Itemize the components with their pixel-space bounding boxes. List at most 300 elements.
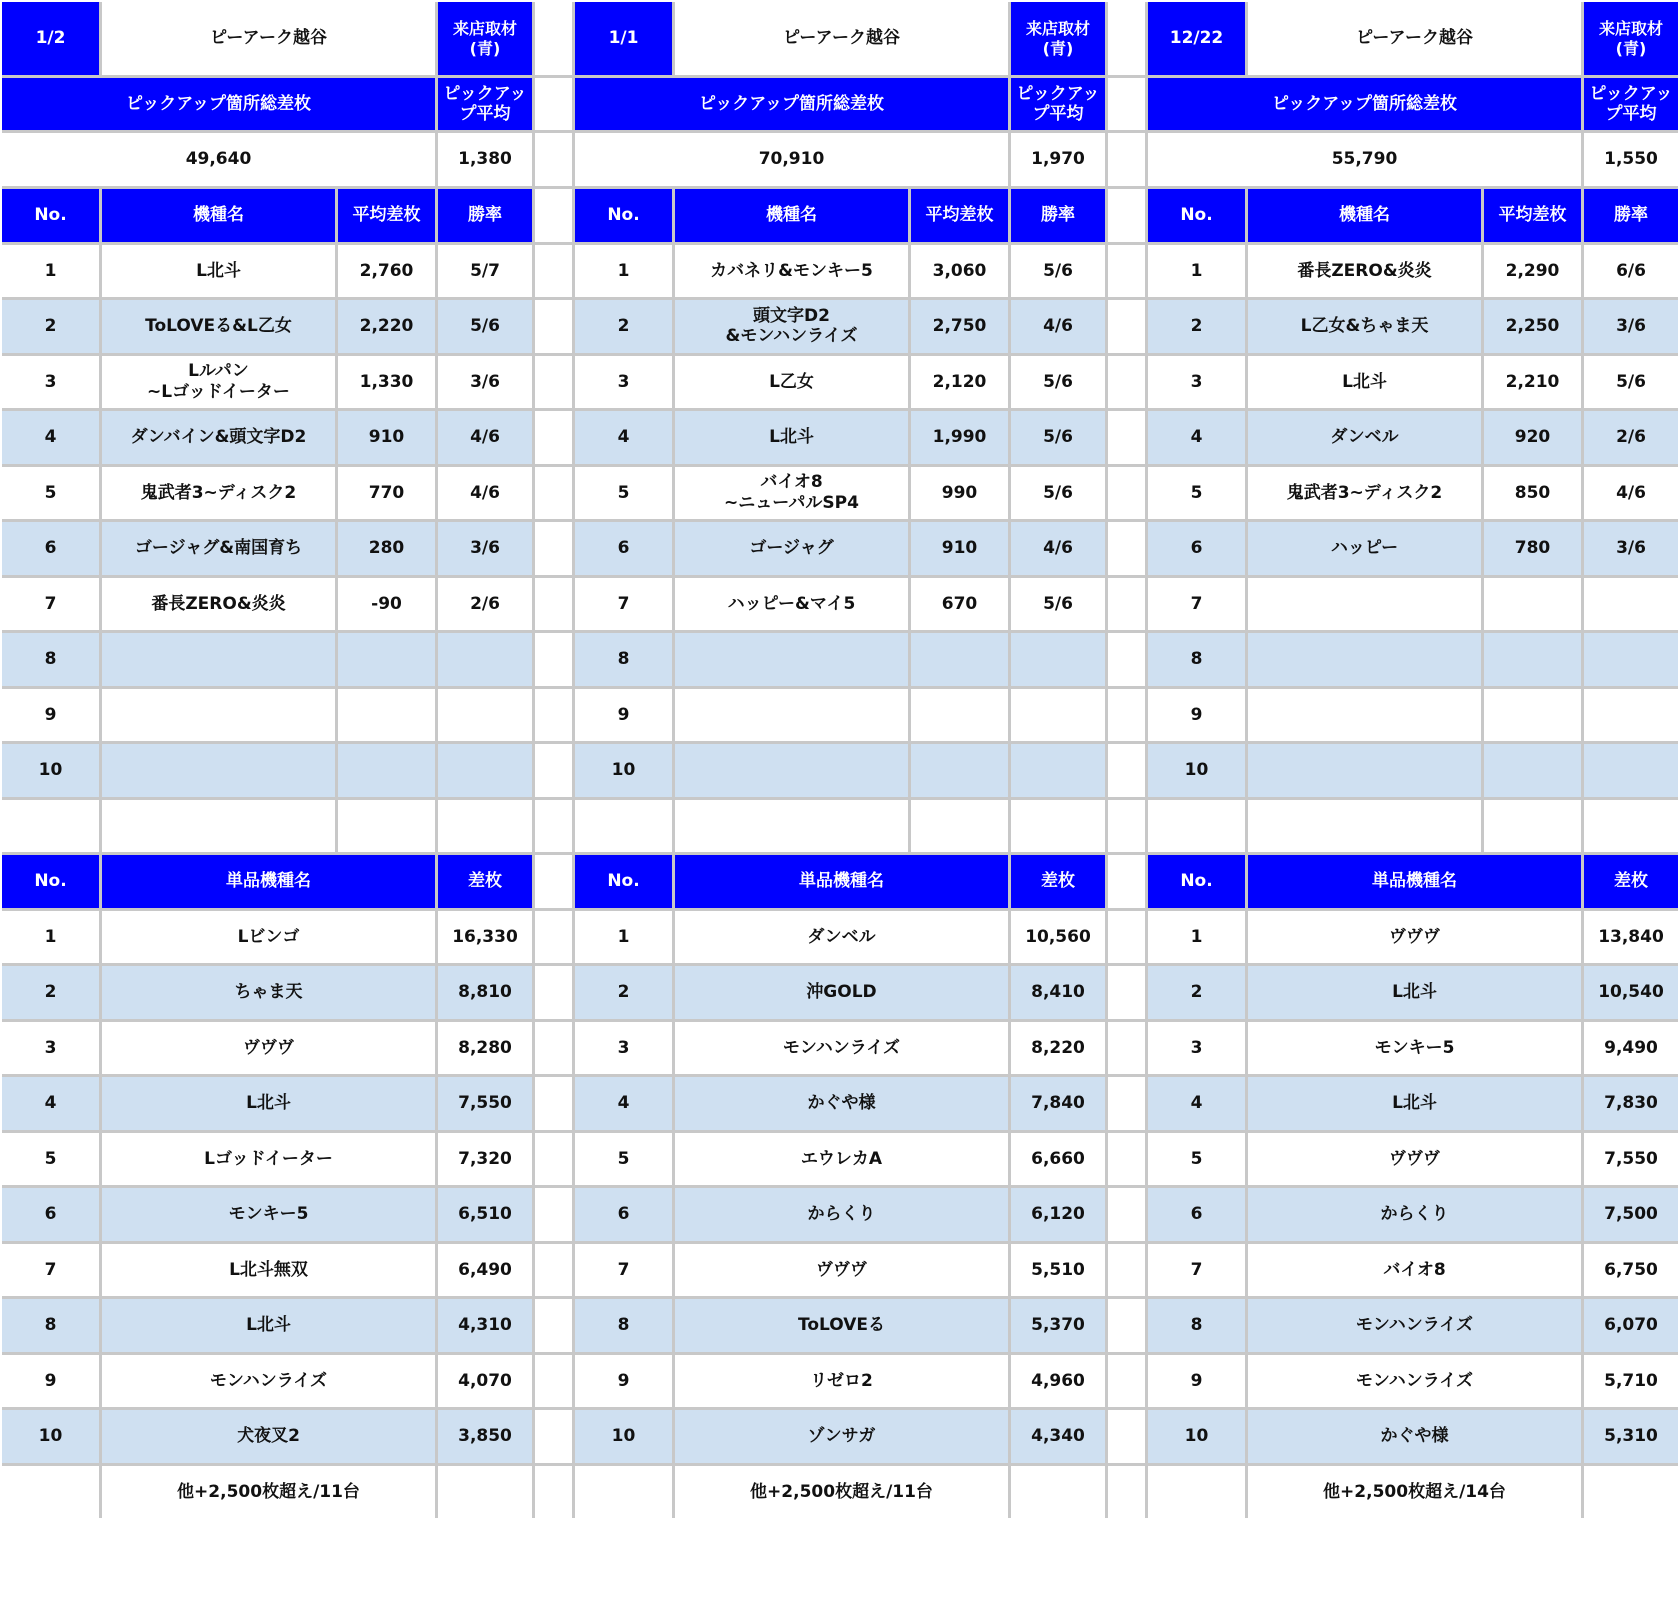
spacer (535, 800, 572, 853)
single-row-no: 1 (575, 911, 672, 964)
spacer (1108, 1188, 1145, 1241)
pick-row-win: 3/6 (1584, 300, 1678, 353)
single-row-diff: 5,710 (1584, 1355, 1678, 1408)
single-row-name: エウレカA (675, 1133, 1008, 1186)
pick-row-no: 9 (2, 689, 99, 742)
pick-win-header: 勝率 (1011, 189, 1105, 242)
single-row-no: 5 (575, 1133, 672, 1186)
pick-row-no: 4 (575, 411, 672, 464)
single-row-diff: 4,310 (438, 1299, 532, 1352)
single-row-no: 3 (2, 1022, 99, 1075)
spacer (1108, 2, 1145, 75)
pick-row-win (1584, 633, 1678, 686)
pick-row-name (675, 689, 908, 742)
single-row-diff: 5,370 (1011, 1299, 1105, 1352)
avg-header: ピックアップ平均 (438, 78, 532, 130)
single-row-no: 4 (2, 1077, 99, 1130)
pick-row-win: 3/6 (438, 522, 532, 575)
pick-row-avg: 1,330 (338, 356, 435, 409)
total-diff-value: 49,640 (2, 133, 435, 186)
pick-row-avg: 3,060 (911, 245, 1008, 298)
pick-row-avg: 850 (1484, 467, 1581, 520)
pick-row-avg: 780 (1484, 522, 1581, 575)
pick-row-no: 7 (2, 578, 99, 631)
pick-row-win (1011, 633, 1105, 686)
pick-name-header: 機種名 (675, 189, 908, 242)
avg-header: ピックアップ平均 (1011, 78, 1105, 130)
spacer (1108, 1299, 1145, 1352)
single-row-no: 2 (575, 966, 672, 1019)
total-diff-header: ピックアップ箇所総差枚 (2, 78, 435, 130)
single-name-header: 単品機種名 (1248, 855, 1581, 908)
pick-row-no: 10 (1148, 744, 1245, 797)
single-row-no: 5 (1148, 1133, 1245, 1186)
date-header: 12/22 (1148, 2, 1245, 75)
pick-row-name (1248, 633, 1481, 686)
pick-row-no: 4 (2, 411, 99, 464)
spacer (1108, 744, 1145, 797)
single-row-name: バイオ8 (1248, 1244, 1581, 1297)
single-row-name: ゾンサガ (675, 1410, 1008, 1463)
pick-row-win (1011, 689, 1105, 742)
pick-no-header: No. (1148, 189, 1245, 242)
single-row-diff: 7,840 (1011, 1077, 1105, 1130)
spacer (1108, 689, 1145, 742)
pick-row-avg (338, 689, 435, 742)
pick-row-name (1248, 744, 1481, 797)
pick-row-win: 5/6 (1011, 356, 1105, 409)
single-row-name: ちゃま天 (102, 966, 435, 1019)
spacer (535, 300, 572, 353)
spacer (535, 1133, 572, 1186)
coverage-badge: 来店取材 (青) (1011, 2, 1105, 75)
single-row-name: ヴヴヴ (102, 1022, 435, 1075)
single-row-diff: 5,510 (1011, 1244, 1105, 1297)
footer-note: 他+2,500枚超え/11台 (102, 1466, 435, 1519)
single-row-diff: 10,560 (1011, 911, 1105, 964)
single-row-diff: 8,220 (1011, 1022, 1105, 1075)
pick-row-name: ハッピー&マイ5 (675, 578, 908, 631)
spacer (535, 1022, 572, 1075)
blank-cell (911, 800, 1008, 853)
single-no-header: No. (575, 855, 672, 908)
date-header: 1/2 (2, 2, 99, 75)
pick-row-no: 4 (1148, 411, 1245, 464)
pick-row-win: 5/6 (1011, 467, 1105, 520)
pick-row-no: 1 (1148, 245, 1245, 298)
spacer (535, 133, 572, 186)
single-row-name: ヴヴヴ (1248, 1133, 1581, 1186)
total-diff-value: 70,910 (575, 133, 1008, 186)
pick-row-avg (1484, 689, 1581, 742)
spacer (1108, 633, 1145, 686)
spacer (1108, 133, 1145, 186)
blank-cell (102, 800, 335, 853)
single-row-name: L北斗 (1248, 1077, 1581, 1130)
single-row-no: 7 (575, 1244, 672, 1297)
single-row-diff: 7,500 (1584, 1188, 1678, 1241)
single-row-no: 2 (2, 966, 99, 1019)
pick-row-no: 3 (1148, 356, 1245, 409)
pick-row-name: L北斗 (675, 411, 908, 464)
pick-row-no: 2 (2, 300, 99, 353)
spacer (1108, 411, 1145, 464)
spacer (1108, 245, 1145, 298)
pick-row-avg (1484, 744, 1581, 797)
pick-row-avg (338, 633, 435, 686)
pick-row-name: ダンバイン&頭文字D2 (102, 411, 335, 464)
pick-row-win: 5/6 (1011, 411, 1105, 464)
spacer (1108, 1077, 1145, 1130)
pick-row-no: 6 (575, 522, 672, 575)
single-row-name: モンハンライズ (1248, 1355, 1581, 1408)
pick-row-avg (911, 633, 1008, 686)
blank-cell (1011, 800, 1105, 853)
single-row-no: 6 (575, 1188, 672, 1241)
pick-row-no: 1 (2, 245, 99, 298)
pick-row-name: 番長ZERO&炎炎 (1248, 245, 1481, 298)
total-diff-header: ピックアップ箇所総差枚 (1148, 78, 1581, 130)
spacer (535, 411, 572, 464)
pick-row-no: 8 (1148, 633, 1245, 686)
spacer (535, 1410, 572, 1463)
store-name: ピーアーク越谷 (675, 2, 1008, 75)
pick-row-win: 4/6 (1011, 300, 1105, 353)
single-row-no: 7 (1148, 1244, 1245, 1297)
single-row-name: かぐや様 (1248, 1410, 1581, 1463)
pick-row-no: 9 (1148, 689, 1245, 742)
spacer (535, 245, 572, 298)
pick-row-name: 頭文字D2 &モンハンライズ (675, 300, 908, 353)
pick-win-header: 勝率 (438, 189, 532, 242)
pick-row-no: 5 (1148, 467, 1245, 520)
pick-row-avg (1484, 633, 1581, 686)
store-name: ピーアーク越谷 (1248, 2, 1581, 75)
pick-row-win: 5/6 (1011, 578, 1105, 631)
single-row-name: モンキー5 (1248, 1022, 1581, 1075)
pick-row-avg: 1,990 (911, 411, 1008, 464)
spacer (1108, 800, 1145, 853)
pick-row-win: 4/6 (438, 411, 532, 464)
blank-cell (575, 800, 672, 853)
spacer (535, 689, 572, 742)
pick-row-name (102, 689, 335, 742)
single-row-name: 犬夜叉2 (102, 1410, 435, 1463)
pick-row-no: 10 (2, 744, 99, 797)
single-row-no: 8 (575, 1299, 672, 1352)
footer-note: 他+2,500枚超え/14台 (1248, 1466, 1581, 1519)
single-name-header: 単品機種名 (675, 855, 1008, 908)
single-row-name: モンハンライズ (102, 1355, 435, 1408)
single-row-diff: 7,830 (1584, 1077, 1678, 1130)
avg-header: ピックアップ平均 (1584, 78, 1678, 130)
pick-row-no: 6 (2, 522, 99, 575)
pick-row-avg (911, 744, 1008, 797)
blank-cell (1584, 1466, 1678, 1519)
blank-cell (438, 800, 532, 853)
pick-win-header: 勝率 (1584, 189, 1678, 242)
spacer (1108, 522, 1145, 575)
pick-row-avg: 2,290 (1484, 245, 1581, 298)
single-row-name: からくり (675, 1188, 1008, 1241)
single-row-name: モンハンライズ (675, 1022, 1008, 1075)
spacer (535, 78, 572, 130)
pick-row-win (438, 744, 532, 797)
pick-avg-header: 平均差枚 (338, 189, 435, 242)
pick-row-no: 10 (575, 744, 672, 797)
single-row-diff: 6,510 (438, 1188, 532, 1241)
pick-name-header: 機種名 (102, 189, 335, 242)
spacer (1108, 78, 1145, 130)
single-row-name: L北斗無双 (102, 1244, 435, 1297)
spacer (535, 1244, 572, 1297)
single-row-diff: 10,540 (1584, 966, 1678, 1019)
coverage-badge: 来店取材 (青) (1584, 2, 1678, 75)
pick-row-no: 3 (2, 356, 99, 409)
single-row-name: 沖GOLD (675, 966, 1008, 1019)
pick-row-win: 4/6 (438, 467, 532, 520)
pick-row-avg: 920 (1484, 411, 1581, 464)
spacer (1108, 966, 1145, 1019)
pick-row-no: 7 (575, 578, 672, 631)
single-row-name: かぐや様 (675, 1077, 1008, 1130)
pick-no-header: No. (575, 189, 672, 242)
spacer (1108, 356, 1145, 409)
single-row-diff: 6,750 (1584, 1244, 1678, 1297)
spacer (1108, 1466, 1145, 1519)
pick-row-name: カバネリ&モンキー5 (675, 245, 908, 298)
single-row-diff: 6,490 (438, 1244, 532, 1297)
pick-row-name: L乙女&ちゃま天 (1248, 300, 1481, 353)
single-row-name: L北斗 (102, 1299, 435, 1352)
single-row-diff: 7,550 (438, 1077, 532, 1130)
single-no-header: No. (2, 855, 99, 908)
pick-avg-header: 平均差枚 (911, 189, 1008, 242)
spacer (535, 1299, 572, 1352)
spacer (535, 1355, 572, 1408)
single-row-no: 8 (1148, 1299, 1245, 1352)
single-row-diff: 4,070 (438, 1355, 532, 1408)
single-row-no: 4 (1148, 1077, 1245, 1130)
spacer (535, 467, 572, 520)
spacer (1108, 855, 1145, 908)
pick-row-no: 9 (575, 689, 672, 742)
pick-row-win (438, 633, 532, 686)
spacer (535, 1188, 572, 1241)
single-row-no: 3 (1148, 1022, 1245, 1075)
single-row-diff: 6,660 (1011, 1133, 1105, 1186)
single-row-no: 10 (2, 1410, 99, 1463)
footer-note: 他+2,500枚超え/11台 (675, 1466, 1008, 1519)
pick-row-avg: -90 (338, 578, 435, 631)
single-row-no: 6 (1148, 1188, 1245, 1241)
single-row-name: ToLOVEる (675, 1299, 1008, 1352)
spacer (1108, 1355, 1145, 1408)
pick-row-avg: 2,750 (911, 300, 1008, 353)
pick-row-win: 2/6 (438, 578, 532, 631)
single-row-name: リゼロ2 (675, 1355, 1008, 1408)
pick-row-win: 5/6 (1584, 356, 1678, 409)
spacer (1108, 1244, 1145, 1297)
pick-row-name (102, 633, 335, 686)
pick-row-no: 5 (2, 467, 99, 520)
pick-row-avg (911, 689, 1008, 742)
spacer (1108, 467, 1145, 520)
single-row-diff: 4,340 (1011, 1410, 1105, 1463)
spacer (535, 1466, 572, 1519)
pick-row-win: 3/6 (438, 356, 532, 409)
single-row-name: L北斗 (102, 1077, 435, 1130)
blank-cell (338, 800, 435, 853)
single-row-diff: 8,280 (438, 1022, 532, 1075)
blank-cell (2, 800, 99, 853)
spacer (535, 578, 572, 631)
pick-row-win: 5/6 (1011, 245, 1105, 298)
pick-row-avg: 2,120 (911, 356, 1008, 409)
total-diff-header: ピックアップ箇所総差枚 (575, 78, 1008, 130)
single-row-name: モンキー5 (102, 1188, 435, 1241)
blank-cell (2, 1466, 99, 1519)
single-row-diff: 8,410 (1011, 966, 1105, 1019)
pick-row-name: L北斗 (102, 245, 335, 298)
pick-row-avg: 910 (338, 411, 435, 464)
spacer (535, 189, 572, 242)
spacer (1108, 300, 1145, 353)
pick-row-avg (1484, 578, 1581, 631)
spacer (535, 744, 572, 797)
pick-row-no: 3 (575, 356, 672, 409)
single-row-no: 9 (575, 1355, 672, 1408)
pick-row-avg: 990 (911, 467, 1008, 520)
single-row-diff: 13,840 (1584, 911, 1678, 964)
single-row-name: ダンベル (675, 911, 1008, 964)
date-header: 1/1 (575, 2, 672, 75)
single-row-no: 4 (575, 1077, 672, 1130)
spacer (535, 522, 572, 575)
single-row-diff: 8,810 (438, 966, 532, 1019)
total-diff-value: 55,790 (1148, 133, 1581, 186)
pick-row-name: 鬼武者3~ディスク2 (1248, 467, 1481, 520)
single-row-no: 2 (1148, 966, 1245, 1019)
single-row-no: 9 (1148, 1355, 1245, 1408)
pick-row-no: 8 (2, 633, 99, 686)
single-row-name: L北斗 (1248, 966, 1581, 1019)
pick-row-name: Lルパン ~Lゴッドイーター (102, 356, 335, 409)
pick-row-name: ダンベル (1248, 411, 1481, 464)
single-row-name: Lビンゴ (102, 911, 435, 964)
pick-avg-header: 平均差枚 (1484, 189, 1581, 242)
single-no-header: No. (1148, 855, 1245, 908)
pick-row-no: 7 (1148, 578, 1245, 631)
blank-cell (575, 1466, 672, 1519)
single-row-diff: 5,310 (1584, 1410, 1678, 1463)
pick-name-header: 機種名 (1248, 189, 1481, 242)
single-row-diff: 7,320 (438, 1133, 532, 1186)
pick-row-win: 4/6 (1584, 467, 1678, 520)
single-row-no: 6 (2, 1188, 99, 1241)
single-row-no: 8 (2, 1299, 99, 1352)
single-row-diff: 16,330 (438, 911, 532, 964)
pick-row-win: 4/6 (1011, 522, 1105, 575)
pick-row-name: ハッピー (1248, 522, 1481, 575)
single-row-diff: 7,550 (1584, 1133, 1678, 1186)
pick-row-win (1011, 744, 1105, 797)
pick-row-win: 5/7 (438, 245, 532, 298)
pick-row-avg: 2,760 (338, 245, 435, 298)
blank-cell (1148, 1466, 1245, 1519)
coverage-badge: 来店取材 (青) (438, 2, 532, 75)
single-row-diff: 6,120 (1011, 1188, 1105, 1241)
spacer (1108, 1022, 1145, 1075)
spacer (1108, 911, 1145, 964)
blank-cell (1011, 1466, 1105, 1519)
blank-cell (1584, 800, 1678, 853)
avg-value: 1,550 (1584, 133, 1678, 186)
pick-row-win (1584, 689, 1678, 742)
single-row-no: 10 (1148, 1410, 1245, 1463)
pick-row-no: 8 (575, 633, 672, 686)
single-row-no: 3 (575, 1022, 672, 1075)
pick-row-win (1584, 578, 1678, 631)
single-row-name: モンハンライズ (1248, 1299, 1581, 1352)
pick-row-no: 1 (575, 245, 672, 298)
pick-row-name: 鬼武者3~ディスク2 (102, 467, 335, 520)
spacer (535, 966, 572, 1019)
single-row-no: 9 (2, 1355, 99, 1408)
blank-cell (1148, 800, 1245, 853)
avg-value: 1,380 (438, 133, 532, 186)
single-row-diff: 9,490 (1584, 1022, 1678, 1075)
pick-row-win: 3/6 (1584, 522, 1678, 575)
pick-row-no: 2 (575, 300, 672, 353)
pick-row-no: 2 (1148, 300, 1245, 353)
spacer (535, 855, 572, 908)
pick-row-name: L乙女 (675, 356, 908, 409)
pick-row-win: 6/6 (1584, 245, 1678, 298)
pick-row-no: 6 (1148, 522, 1245, 575)
single-row-name: Lゴッドイーター (102, 1133, 435, 1186)
blank-cell (1248, 800, 1481, 853)
pick-row-name (675, 633, 908, 686)
single-row-no: 5 (2, 1133, 99, 1186)
spacer (535, 356, 572, 409)
single-row-name: からくり (1248, 1188, 1581, 1241)
single-row-no: 1 (2, 911, 99, 964)
store-name: ピーアーク越谷 (102, 2, 435, 75)
spacer (1108, 189, 1145, 242)
single-diff-header: 差枚 (1584, 855, 1678, 908)
pick-row-name: ゴージャグ (675, 522, 908, 575)
pick-row-avg: 2,210 (1484, 356, 1581, 409)
single-row-no: 10 (575, 1410, 672, 1463)
pick-row-name: バイオ8 ~ニューパルSP4 (675, 467, 908, 520)
pick-row-name: ToLOVEる&L乙女 (102, 300, 335, 353)
spacer (535, 1077, 572, 1130)
spacer (1108, 578, 1145, 631)
single-row-name: ヴヴヴ (1248, 911, 1581, 964)
blank-cell (438, 1466, 532, 1519)
pick-no-header: No. (2, 189, 99, 242)
pick-row-avg: 770 (338, 467, 435, 520)
single-row-diff: 6,070 (1584, 1299, 1678, 1352)
pick-row-no: 5 (575, 467, 672, 520)
blank-cell (675, 800, 908, 853)
pick-row-win (1584, 744, 1678, 797)
pick-row-name (675, 744, 908, 797)
pick-row-name (1248, 689, 1481, 742)
single-row-no: 7 (2, 1244, 99, 1297)
pick-row-avg: 280 (338, 522, 435, 575)
